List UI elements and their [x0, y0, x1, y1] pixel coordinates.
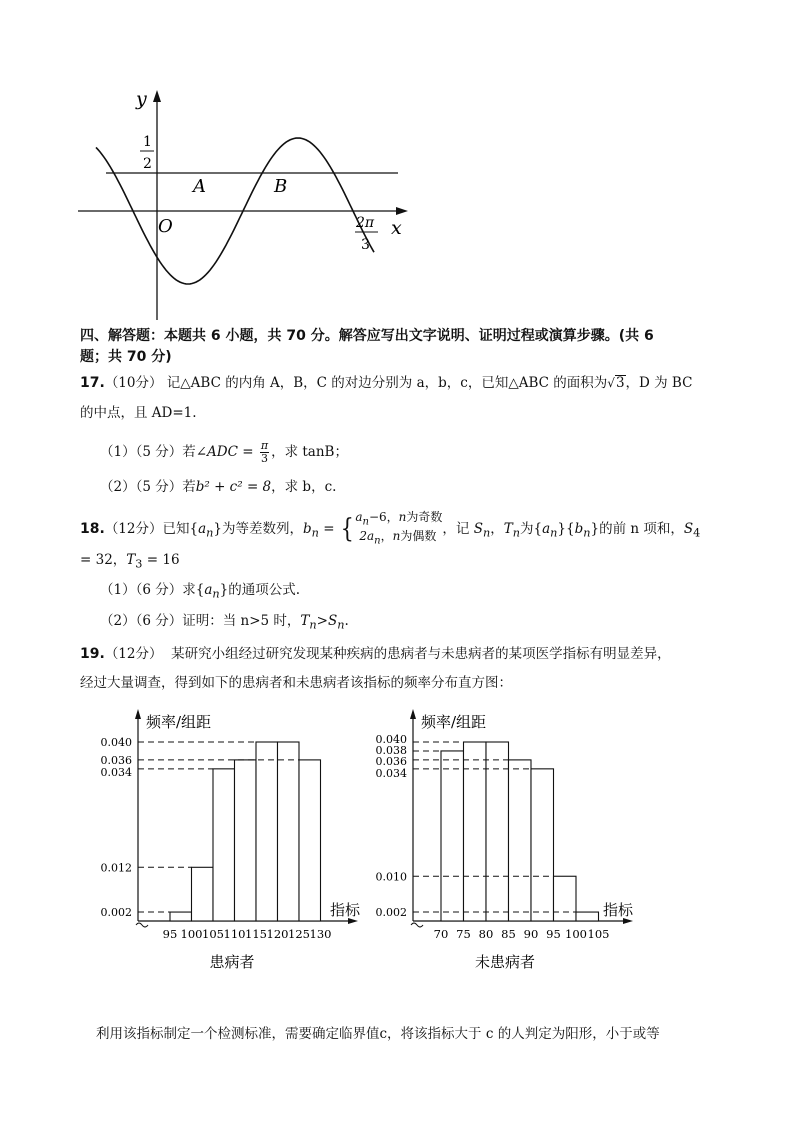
y-tick-label: 0.040 [100, 736, 132, 749]
q17-part1-angle: ADC [207, 444, 238, 460]
q18-mid2: 为{ [519, 520, 543, 537]
histogram-bar [278, 742, 300, 921]
y-tick-numerator: 1 [143, 134, 152, 150]
x-axis-label: 指标 [603, 901, 634, 919]
x-axis-arrow [396, 207, 408, 215]
q18-part1-var: a [204, 582, 213, 598]
q18-tn-sub: n [512, 526, 520, 540]
q19-text-line1: 某研究小组经过研究发现某种疾病的患病者与未患病者的某项医学指标有明显差异， [171, 646, 671, 662]
q18-case2-tail: ， [380, 529, 393, 544]
histogram-bar [441, 751, 464, 921]
q18-part1-suffix: }的通项公式. [219, 582, 301, 598]
y-tick-denominator: 2 [143, 156, 152, 172]
q17-line1: 17.（10分） 记△ABC 的内角 A，B，C 的对边分别为 a，b，c，已知△ABC 的面积为√3，D 为 BC [80, 375, 693, 391]
y-tick-label: 0.034 [100, 765, 132, 779]
sine-graph [60, 80, 420, 330]
q18-mid3: }{ [557, 520, 575, 537]
y-tick-label: 0.036 [375, 754, 407, 768]
x-tick-numerator: 2π [356, 215, 375, 231]
q18-t3: T [126, 552, 136, 568]
q18-t3-eq: = 16 [142, 552, 180, 568]
q18-case1-expr: a [355, 510, 363, 524]
x-tick-label: 115 [245, 927, 267, 941]
q17-frac-num: π [260, 439, 269, 452]
q18-bn-sub: n [311, 526, 319, 540]
histogram-bar [170, 912, 192, 921]
q18-part1-sub: n [212, 587, 220, 601]
x-tick-label: 105 [587, 927, 610, 941]
x-tick-label: 80 [478, 927, 494, 941]
q18-part1 [100, 580, 300, 605]
y-axis-label: 频率/组距 [146, 713, 212, 731]
q18-line2 [80, 550, 180, 575]
q18-intro: 已知{ [162, 520, 199, 537]
q18-t3-sub: 3 [135, 557, 143, 571]
x-tick-label: 105 [202, 927, 224, 941]
histogram-bar [531, 769, 554, 921]
q18-intro-tail: }为等差数列， [213, 520, 303, 537]
q17-score: （10分） [104, 375, 163, 391]
y-tick-label: 0.002 [100, 906, 132, 920]
q18-number: 18. [80, 520, 105, 537]
q18-case2-cond: 为偶数 [400, 529, 437, 544]
histogram-bar [576, 912, 599, 921]
q18-case2-sub: n [374, 535, 381, 547]
histogram-bar [299, 760, 321, 921]
q18-part2-end: . [344, 613, 349, 629]
q18-case2-expr: 2a [359, 529, 375, 544]
q19-line2: 经过大量调查，得到如下的患病者和未患病者该指标的频率分布直方图： [80, 675, 512, 691]
y-axis-arrow [410, 709, 416, 719]
q18-case1-sub: n [362, 516, 369, 528]
q17-part2-suffix: ，求 b，c. [271, 479, 337, 495]
q18-part2-prefix: （2）（6 分）证明：当 n>5 时， [100, 613, 301, 629]
x-tick-label: 110 [223, 927, 246, 941]
q17-part1-fraction [260, 440, 269, 465]
x-tick-label: 125 [288, 927, 310, 941]
q18-part2 [100, 611, 349, 636]
x-tick-label: 130 [309, 927, 332, 941]
y-tick-label: 0.010 [375, 870, 407, 884]
q18-s4: S [683, 520, 694, 537]
q17-part2 [100, 477, 336, 497]
q18-part1-prefix: （1）（6 分）求{ [100, 582, 205, 598]
q18-mid: ， [490, 520, 504, 537]
q17-text-tail: ，D 为 BC [625, 375, 693, 391]
x-tick-label: 100 [565, 927, 587, 941]
q17-number: 17. [80, 375, 105, 391]
histogram-title: 未患病者 [474, 953, 536, 971]
histogram-bar [235, 760, 257, 921]
q19-number: 19. [80, 646, 105, 662]
origin-label: O [158, 216, 173, 237]
x-tick-label: 70 [433, 927, 449, 941]
q18-part2-gt: > [316, 613, 328, 629]
histogram-bar [554, 876, 577, 921]
y-tick-label: 0.036 [100, 753, 132, 767]
q17-frac-den: 3 [260, 452, 268, 465]
q18-brace: { [340, 514, 354, 545]
q18-an2-sub: n [550, 526, 558, 540]
histogram-non-patients [365, 705, 655, 980]
q18-case1-cond: 为奇数 [406, 510, 443, 524]
q17-part2-prefix: （2）（5 分）若 [100, 479, 196, 495]
q18-bn2: b [574, 520, 584, 537]
q18-s4-sub: 4 [693, 526, 701, 540]
q17-sqrt-value: 3 [615, 375, 625, 391]
x-tick-label: 85 [501, 927, 516, 941]
y-axis-arrow [153, 90, 161, 102]
q18-an-sub: n [206, 526, 214, 540]
q18-bn-eq: = [318, 520, 339, 537]
x-tick-label: 120 [266, 927, 289, 941]
q17-line2: 的中点，且 AD=1. [80, 405, 197, 421]
y-tick-label: 0.038 [375, 743, 407, 757]
x-tick-label: 75 [456, 927, 471, 941]
y-axis-label: 频率/组距 [421, 713, 487, 731]
q19-bottom-line: 利用该指标制定一个检测标准，需要确定临界值c，将该指标大于 c 的人判定为阳形，小于或等 [96, 1026, 660, 1042]
histogram-bar [213, 769, 235, 921]
x-axis-label: 指标 [330, 901, 361, 919]
y-axis-arrow [135, 709, 141, 719]
q18-bn: b [303, 520, 312, 537]
axis-break [136, 923, 148, 927]
point-b-label: B [274, 176, 288, 197]
x-axis-label: x [391, 217, 402, 239]
q17-part1-suffix: ，求 tanB； [271, 444, 348, 460]
histogram-bar [256, 742, 278, 921]
x-tick-label: 100 [180, 927, 203, 941]
q18-end: }的前 n 项和， [590, 520, 684, 537]
q18-sn-sub: n [482, 526, 491, 540]
section-title-line2: 题；共 70 分) [80, 349, 172, 365]
q18-case1-cond-var: n [398, 510, 407, 524]
q18-case2-cond-var: n [392, 529, 401, 544]
q18-cases [355, 510, 442, 549]
x-tick-label: 95 [162, 927, 178, 941]
q19-line1 [80, 644, 671, 664]
q18-part2-t-sub: n [309, 618, 317, 632]
x-tick-label: 90 [523, 927, 539, 941]
q17-part2-expr: b² + c² = 8 [195, 479, 272, 495]
q18-case1-tail: −6， [368, 510, 399, 524]
q17-part1-prefix: （1）（5 分）若∠ [100, 444, 208, 460]
q18-part2-s-sub: n [337, 618, 345, 632]
q18-part2-s: S [327, 613, 338, 629]
q18-s4-value: = 32， [80, 552, 127, 568]
q18-tn: T [503, 520, 513, 537]
q18-score: （12分） [104, 520, 163, 537]
histogram-title: 患病者 [209, 953, 255, 971]
histogram-bar [192, 867, 214, 921]
y-axis-label: y [136, 88, 147, 110]
q18-line1 [80, 510, 700, 549]
q17-part1 [100, 440, 348, 465]
histogram-bar [509, 760, 532, 921]
point-a-label: A [193, 176, 206, 197]
q17-part1-eq: = [237, 444, 258, 460]
section-title-line1: 四、解答题：本题共 6 小题，共 70 分。解答应写出文字说明、证明过程或演算步骤。(共 6 [80, 328, 654, 344]
x-tick-denominator: 3 [361, 237, 370, 253]
q18-part2-t: T [300, 613, 310, 629]
y-tick-label: 0.012 [100, 861, 132, 875]
y-tick-label: 0.040 [375, 733, 407, 746]
histogram-patients [90, 705, 370, 980]
q18-an: a [198, 520, 207, 537]
axis-break [411, 923, 423, 927]
y-tick-label: 0.002 [375, 906, 407, 920]
y-tick-label: 0.034 [375, 766, 407, 780]
q18-sn: S [473, 520, 483, 537]
q18-bn2-sub: n [583, 526, 591, 540]
q17-text: 记△ABC 的内角 A，B，C 的对边分别为 a，b，c，已知△ABC 的面积为 [166, 375, 608, 391]
q19-score: （12分） [104, 646, 163, 662]
q18-after-cases: ，记 [442, 520, 474, 537]
x-tick-label: 95 [546, 927, 561, 941]
q18-an2: a [542, 520, 551, 537]
